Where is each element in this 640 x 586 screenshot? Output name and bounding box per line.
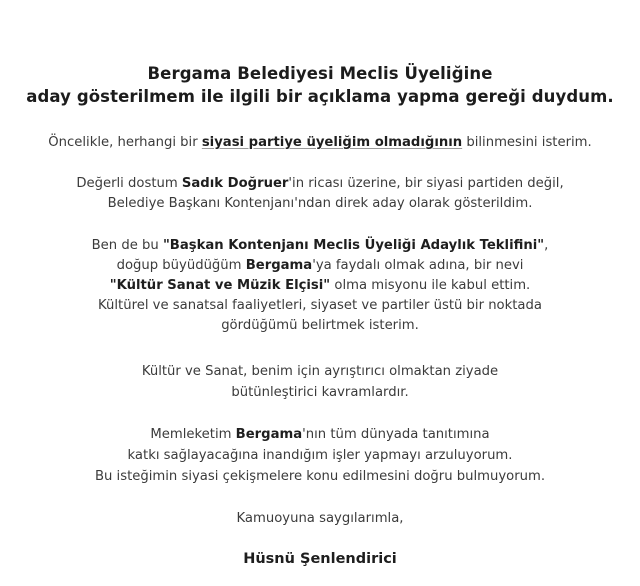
text-segment: 'in ricası üzerine, bir siyasi partiden değil, [288, 176, 564, 191]
paragraph-1-line-1 [0, 133, 640, 153]
signature: Hüsnü Şenlendirici [243, 551, 397, 567]
paragraph-3-line-4: Kültürel ve sanatsal faaliyetleri, siyaset ve partiler üstü bir noktada [98, 298, 542, 313]
text-segment: 'ya faydalı olmak adına, bir nevi [312, 258, 524, 273]
paragraph-3-line-3 [0, 276, 640, 296]
paragraph-4-line-2: bütünleştirici kavramlardır. [231, 385, 409, 400]
text-segment: Öncelikle, herhangi bir [48, 135, 202, 150]
bold-phrase: "Başkan Kontenjanı Meclis Üyeliği Adaylık Teklifini" [162, 238, 545, 253]
bold-underlined-phrase: siyasi partiye üyeliğim olmadığının [201, 135, 463, 150]
paragraph-4-line-1: Kültür ve Sanat, benim için ayrıştırıcı olmaktan ziyade [141, 364, 499, 379]
title-line-2: aday gösterilmem ile ilgili bir açıklama yapma gereği duydum. [26, 87, 614, 106]
text-segment: bilinmesini isterim. [462, 135, 592, 150]
bold-phrase: "Kültür Sanat ve Müzik Elçisi" [109, 278, 331, 293]
title-line-1: Bergama Belediyesi Meclis Üyeliğine [147, 64, 493, 83]
text-segment: doğup büyüdüğüm [116, 258, 246, 273]
bold-place: Bergama [235, 427, 303, 442]
paragraph-2-line-2: Belediye Başkanı Kontenjanı'ndan direk aday olarak gösterildim. [107, 196, 533, 211]
paragraph-5-line-2: katkı sağlayacağına inandığım işler yapmayı arzuluyorum. [127, 448, 513, 463]
paragraph-3-line-2 [0, 256, 640, 276]
paragraph-5-line-1 [0, 425, 640, 445]
text-segment: olma misyonu ile kabul ettim. [330, 278, 531, 293]
paragraph-5-line-3: Bu isteğimin siyasi çekişmelere konu edilmesini doğru bulmuyorum. [94, 469, 546, 484]
paragraph-2-line-1 [0, 174, 640, 194]
text-segment: Memleketim [150, 427, 236, 442]
text-segment: 'nın tüm dünyada tanıtımına [302, 427, 490, 442]
bold-name: Sadık Doğruer [181, 176, 289, 191]
text-segment: , [544, 238, 549, 253]
text-segment: Değerli dostum [76, 176, 182, 191]
bold-place: Bergama [245, 258, 313, 273]
paragraph-3-line-5: gördüğümü belirtmek isterim. [221, 318, 419, 333]
text-segment: Ben de bu [91, 238, 163, 253]
paragraph-3-line-1 [0, 236, 640, 256]
closing-line: Kamuoyuna saygılarımla, [236, 511, 404, 526]
